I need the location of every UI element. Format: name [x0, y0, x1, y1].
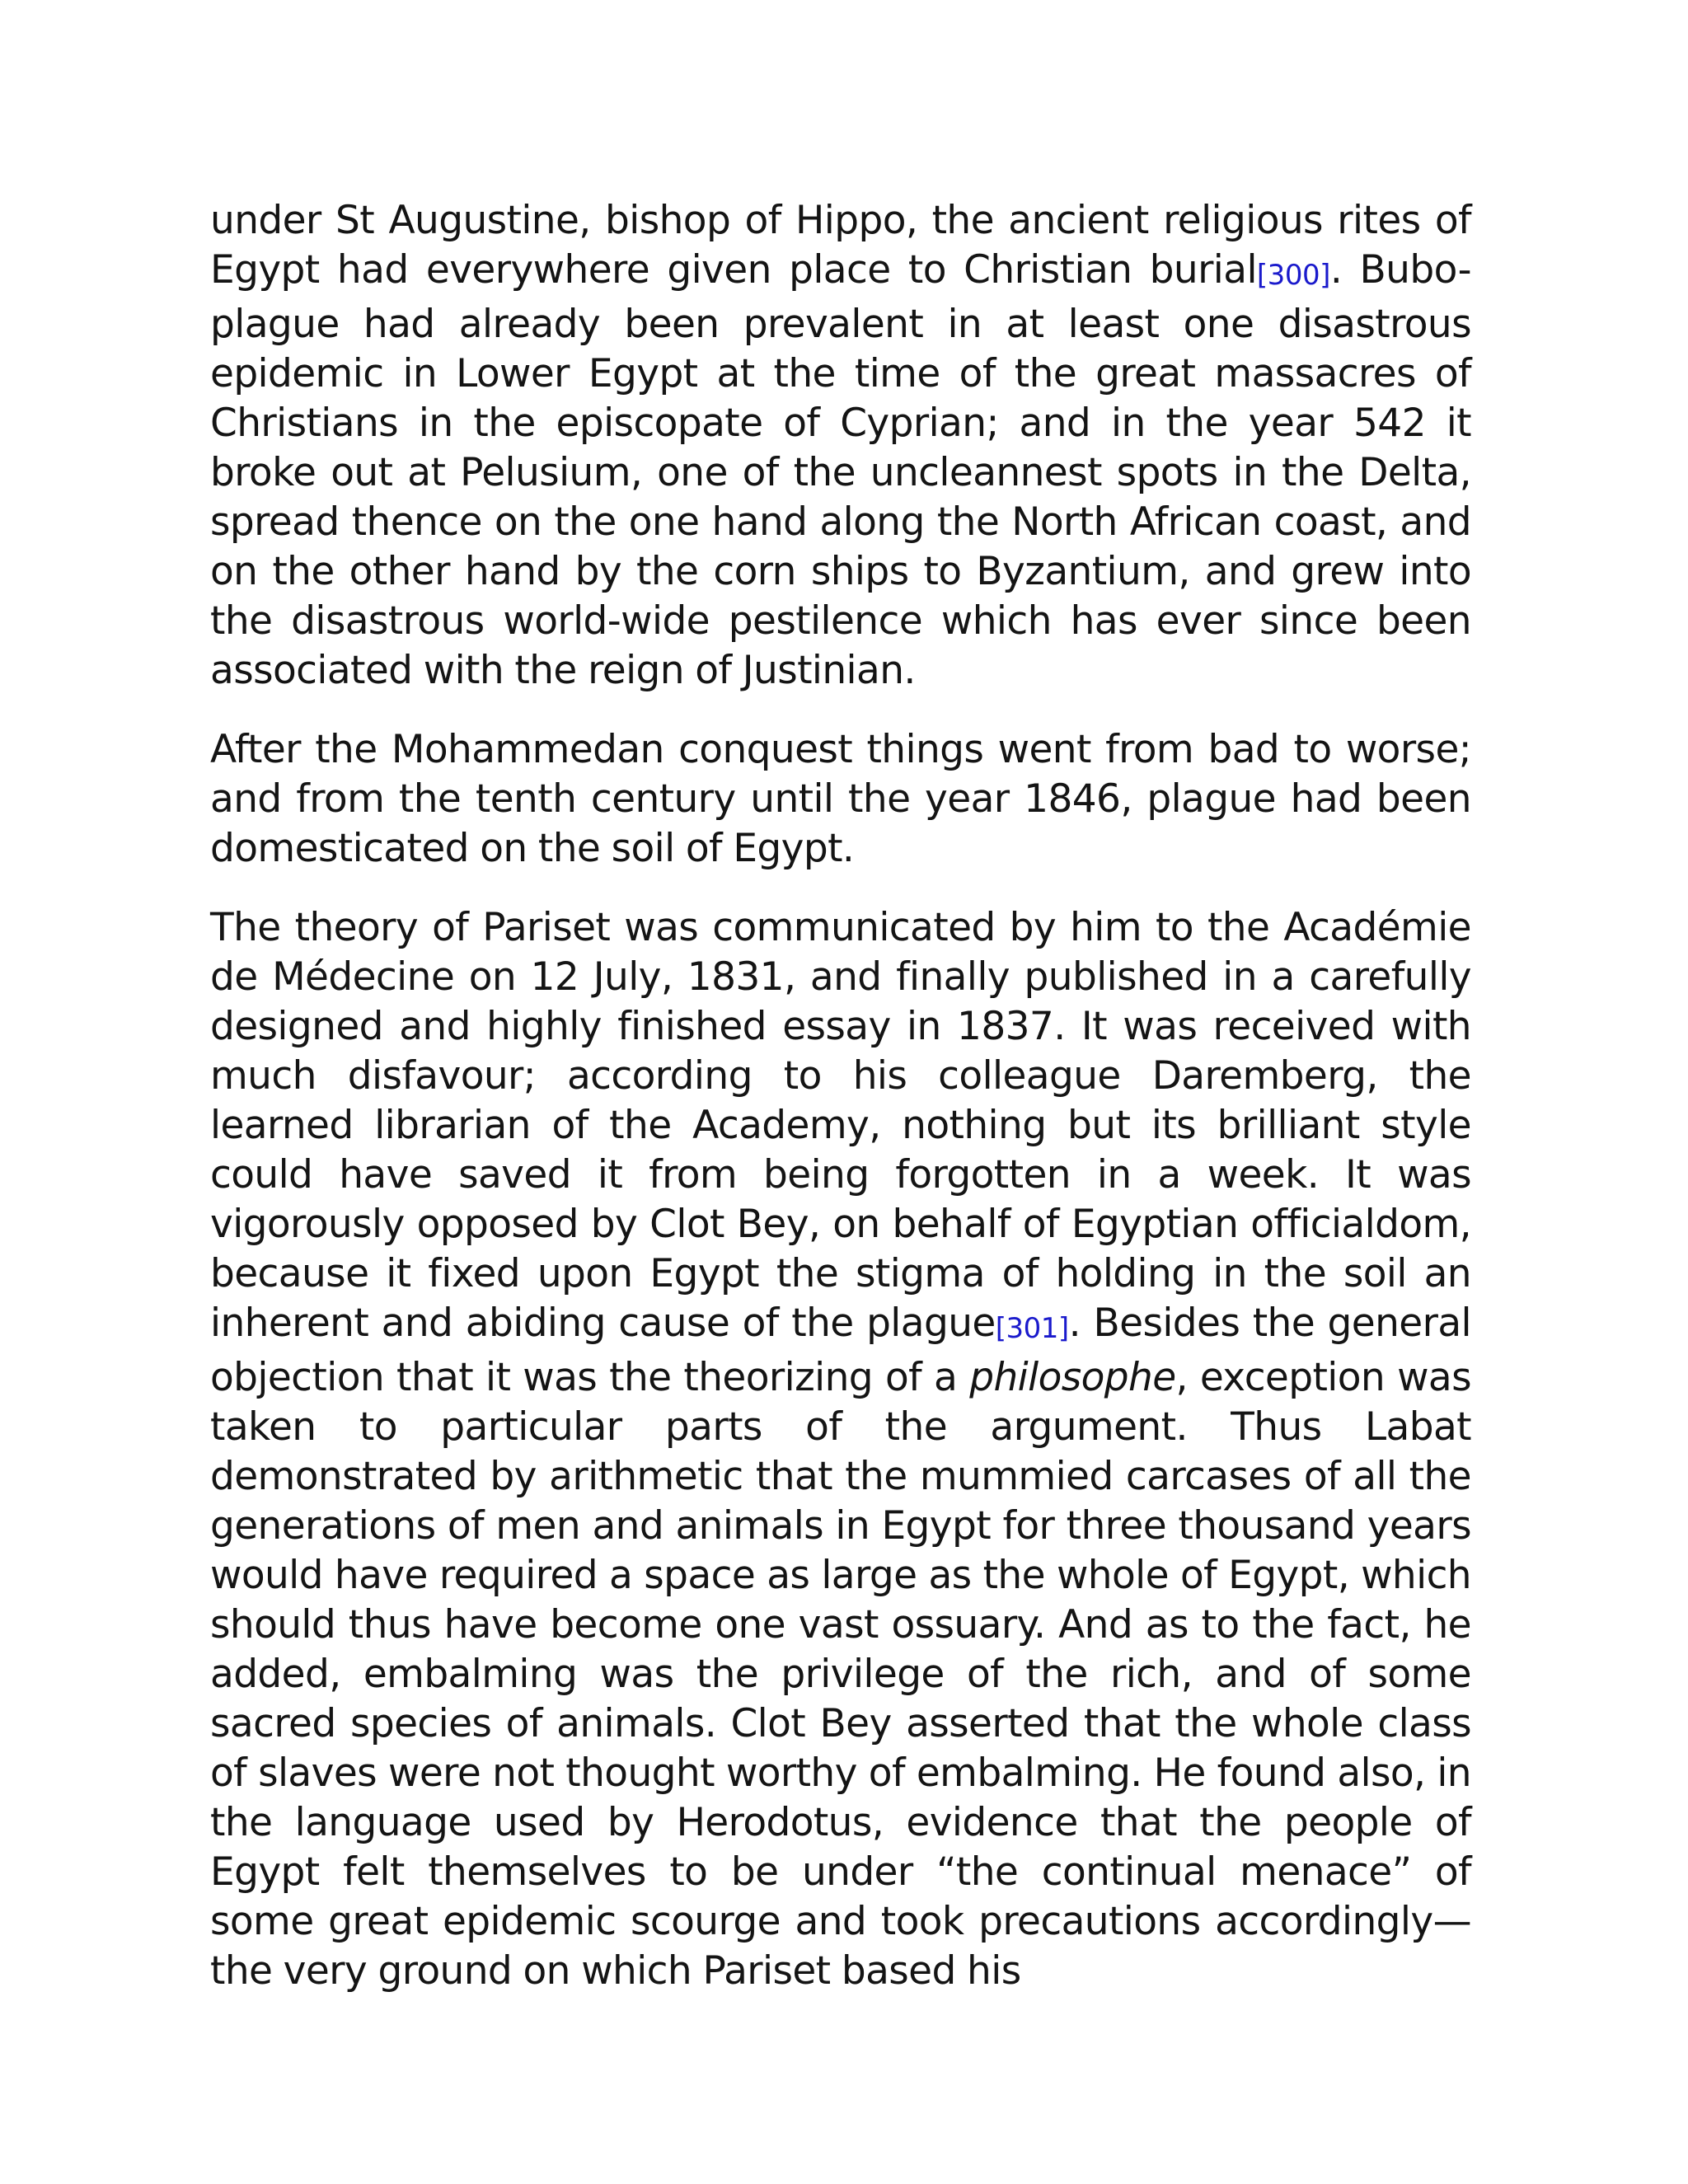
paragraph-3-text-a: The theory of Pariset was communicated by him to the Académie de Médecine on 12 July, 1831, and finally published in a carefully designed and highly finished essay in 1837. It was received with much disfavour; according to his colleague Daremberg, the learned librarian of the Academy, nothing but its brilliant style could have saved it from being forgotten in a week. It was vigorously opposed by Clot Bey, on behalf of Egyptian officialdom, because it fixed upon Egypt the stigma of holding in the soil an inherent and abiding cause of the plague	[210, 905, 1471, 1346]
footnote-link-301[interactable]: [301]	[995, 1312, 1069, 1345]
paragraph-1-text-a: under St Augustine, bishop of Hippo, the ancient religious rites of Egypt had everywhere given place to Christian burial	[210, 198, 1471, 293]
paragraph-1-text-b: . Bubo-plague had already been prevalent in at least one disastrous epidemic in Lower Egypt at the time of the great massacres of Christians in the episcopate of Cyprian; and in the year 542 it broke out at Pelusium, one of the uncleannest spots in the Delta, spread thence on the one hand along the North African coast, and on the other hand by the corn ships to Byzantium, and grew into the disastrous world-wide pestilence which has ever since been associated with the reign of Justinian.	[210, 247, 1471, 693]
paragraph-3-text-b: . Besides the general objection that it was the theorizing of a	[210, 1301, 1471, 1400]
paragraph-3-text-c: , exception was taken to particular parts of the argument. Thus Labat demonstrated by arithmetic that the mummied carcases of all the generations of men and animals in Egypt for three thousand years would have required a space as large as the whole of Egypt, which should thus have become one vast ossuary. And as to the fact, he added, embalming was the privilege of the rich, and of some sacred species of animals. Clot Bey asserted that the whole class of slaves were not thought worthy of embalming. He found also, in the language used by Herodotus, evidence that the people of Egypt felt themselves to be under “the continual menace” of some great epidemic scourge and took precautions accordingly—the very ground on which Pariset based his	[210, 1355, 1471, 1994]
paragraph-1	[210, 196, 1471, 696]
paragraph-3	[210, 903, 1471, 1996]
italic-term: philosophe	[969, 1355, 1176, 1400]
footnote-link-300[interactable]: [300]	[1256, 259, 1330, 292]
paragraph-2: After the Mohammedan conquest things went from bad to worse; and from the tenth century until the year 1846, plague had been domesticated on the soil of Egypt.	[210, 727, 1471, 871]
document-page	[210, 196, 1471, 2026]
